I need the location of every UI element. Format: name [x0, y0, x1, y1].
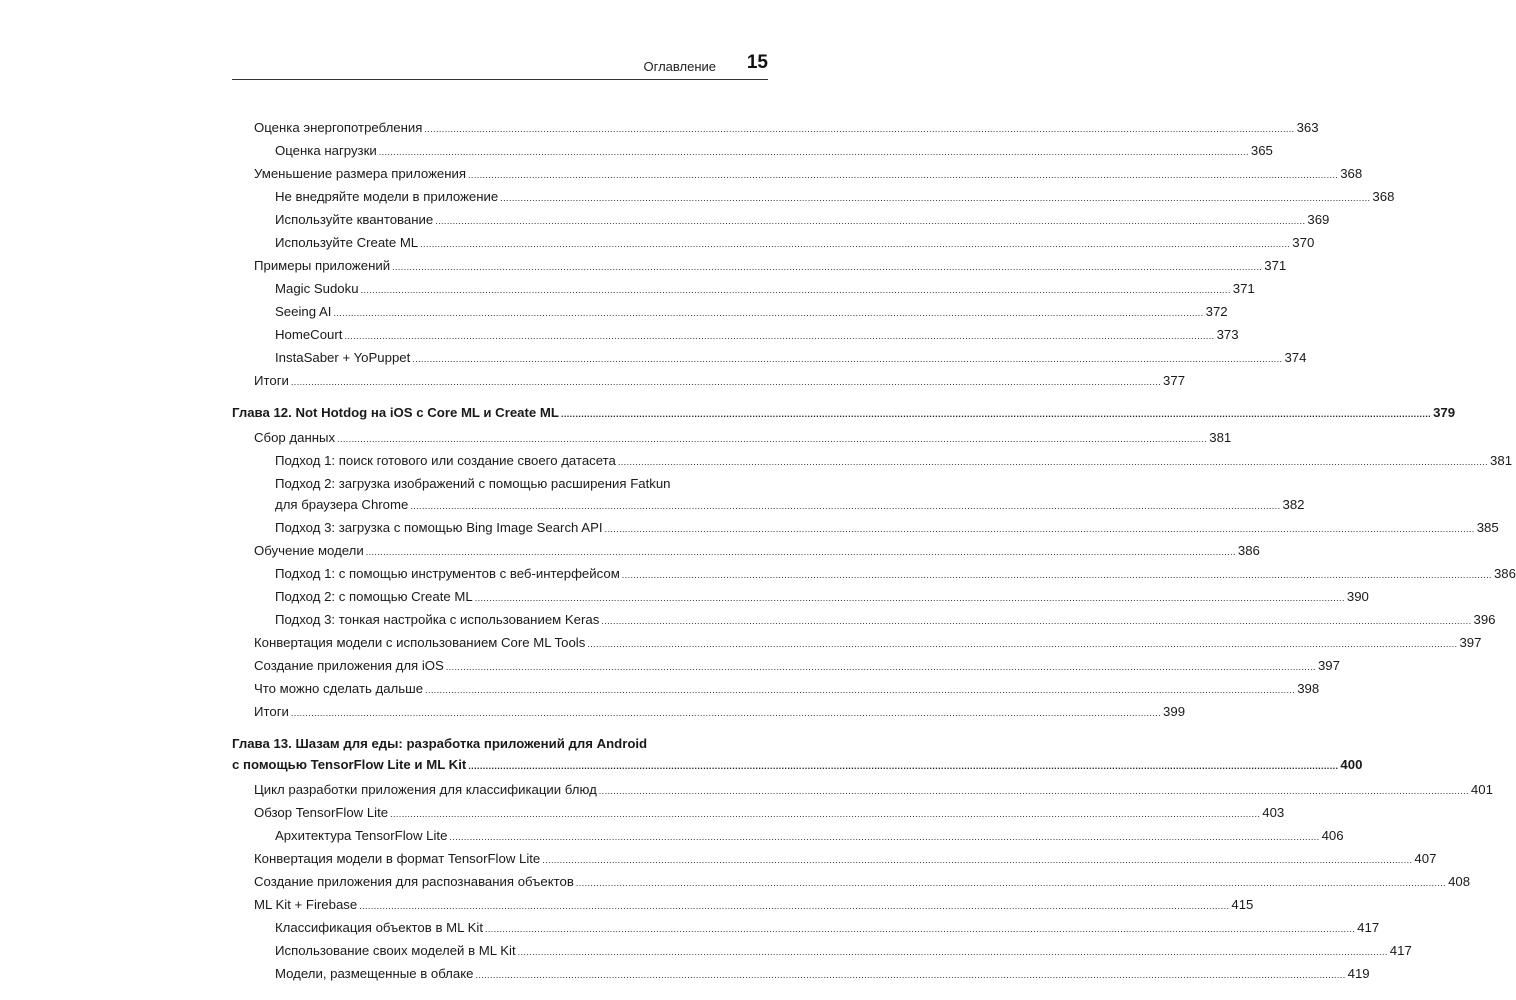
toc-entry-page: 403: [1262, 805, 1285, 820]
toc-entry-page: 417: [1389, 943, 1412, 958]
toc-entry: [232, 701, 1186, 724]
toc-entry: [232, 324, 1239, 347]
toc-entry-row: [254, 427, 1232, 450]
toc-entry-label: Используйте квантование: [275, 212, 434, 227]
dot-leader: ............................................................................................................................................................................................................................................................................................................: [587, 639, 1458, 649]
dot-leader: ............................................................................................................................................................................................................................................................................................................: [468, 761, 1339, 771]
toc-entry-label: Модели, размещенные в облаке: [275, 966, 474, 981]
dot-leader: ............................................................................................................................................................................................................................................................................................................: [575, 878, 1447, 888]
toc-entry-row: [275, 917, 1380, 940]
toc-entry: [232, 632, 1482, 655]
toc-entry-page: 377: [1163, 373, 1186, 388]
toc-entry-page: 390: [1346, 589, 1369, 604]
toc-entry-label: Что можно сделать дальше: [254, 681, 424, 696]
dot-leader: ............................................................................................................................................................................................................................................................................................................: [337, 434, 1208, 444]
toc-entry-label: Оценка энергопотребления: [254, 120, 423, 135]
toc-entry-row: [254, 117, 1319, 140]
toc-entry-row: [275, 450, 1513, 473]
toc-entry-page: 415: [1231, 897, 1254, 912]
toc-entry-label: Уменьшение размера приложения: [254, 166, 467, 181]
toc-entry-row: [275, 301, 1228, 324]
dot-leader: ............................................................................................................................................................................................................................................................................................................: [445, 662, 1316, 672]
toc-entry-page: 379: [1433, 405, 1456, 420]
toc-entry-label-line: Подход 2: загрузка изображений с помощью расширения Fatkun: [275, 476, 671, 491]
dot-leader: ............................................................................................................................................................................................................................................................................................................: [598, 786, 1469, 796]
toc-entry: [232, 517, 1499, 540]
toc-entry-page: 369: [1307, 212, 1330, 227]
toc-entry-row: [254, 678, 1320, 701]
toc-entry-page: 400: [1340, 757, 1363, 772]
toc-entry-label: Оценка нагрузки: [275, 143, 377, 158]
toc-entry-row: [275, 563, 1516, 586]
toc-entry-label: Конвертация модели с использованием Core ML Tools: [254, 635, 586, 650]
table-of-contents: [232, 117, 1516, 986]
page-header: [232, 52, 768, 80]
dot-leader: ............................................................................................................................................................................................................................................................................................................: [412, 354, 1283, 364]
toc-entry-label: Seeing AI: [275, 304, 332, 319]
dot-leader: ............................................................................................................................................................................................................................................................................................................: [392, 262, 1263, 272]
toc-entry: [232, 186, 1395, 209]
toc-entry-page: 385: [1476, 520, 1499, 535]
dot-leader: ............................................................................................................................................................................................................................................................................................................: [449, 832, 1320, 842]
toc-entry: [232, 255, 1287, 278]
dot-leader: ............................................................................................................................................................................................................................................................................................................: [517, 947, 1388, 957]
toc-entry: [232, 871, 1471, 894]
toc-entry-label: Сбор данных: [254, 430, 336, 445]
toc-entry-label: Архитектура TensorFlow Lite: [275, 828, 448, 843]
toc-entry-page: 371: [1264, 258, 1287, 273]
toc-entry-row: [275, 324, 1239, 347]
dot-leader: ............................................................................................................................................................................................................................................................................................................: [333, 308, 1204, 318]
toc-chapter-entry: [232, 733, 1363, 777]
toc-entry-page: 382: [1282, 497, 1305, 512]
toc-entry-page: 373: [1216, 327, 1239, 342]
toc-entry-row: [275, 586, 1369, 609]
toc-entry-row: [275, 494, 1305, 517]
toc-entry-page: 401: [1470, 782, 1493, 797]
toc-entry-page: 397: [1317, 658, 1340, 673]
dot-leader: ............................................................................................................................................................................................................................................................................................................: [425, 685, 1296, 695]
toc-entry-row: [275, 940, 1412, 963]
toc-entry-page: 397: [1459, 635, 1482, 650]
dot-leader: ............................................................................................................................................................................................................................................................................................................: [390, 809, 1261, 819]
toc-entry: [232, 209, 1330, 232]
toc-entry-page: 398: [1297, 681, 1320, 696]
dot-leader: ............................................................................................................................................................................................................................................................................................................: [500, 193, 1371, 203]
dot-leader: ............................................................................................................................................................................................................................................................................................................: [475, 970, 1346, 980]
dot-leader: ............................................................................................................................................................................................................................................................................................................: [604, 524, 1475, 534]
toc-entry: [232, 347, 1307, 370]
toc-entry-page: 365: [1250, 143, 1273, 158]
dot-leader: ............................................................................................................................................................................................................................................................................................................: [360, 285, 1231, 295]
dot-leader: ............................................................................................................................................................................................................................................................................................................: [344, 331, 1215, 341]
toc-entry-page: 386: [1493, 566, 1516, 581]
toc-entry-label: с помощью TensorFlow Lite и ML Kit: [232, 757, 467, 772]
toc-entry: [232, 917, 1380, 940]
toc-entry: [232, 117, 1319, 140]
dot-leader: ............................................................................................................................................................................................................................................................................................................: [560, 409, 1432, 419]
toc-entry-page: 363: [1296, 120, 1319, 135]
toc-entry: [232, 940, 1412, 963]
toc-entry-row: [275, 186, 1395, 209]
toc-entry-label: Создание приложения для распознавания объектов: [254, 874, 574, 889]
toc-entry: [232, 140, 1273, 163]
toc-entry: [232, 540, 1260, 563]
dot-leader: ............................................................................................................................................................................................................................................................................................................: [420, 239, 1291, 249]
toc-entry: [232, 655, 1340, 678]
toc-entry-page: 406: [1321, 828, 1344, 843]
dot-leader: ............................................................................................................................................................................................................................................................................................................: [542, 855, 1413, 865]
toc-entry-row: [232, 754, 1363, 777]
toc-entry: [232, 848, 1437, 871]
toc-entry-row: [275, 278, 1255, 301]
toc-entry: [232, 232, 1315, 255]
toc-entry-page: 371: [1232, 281, 1255, 296]
dot-leader: ............................................................................................................................................................................................................................................................................................................: [290, 377, 1162, 387]
toc-entry-row: [254, 655, 1340, 678]
toc-entry-label: Классификация объектов в ML Kit: [275, 920, 483, 935]
toc-entry-row: [254, 802, 1285, 825]
toc-entry: [232, 586, 1369, 609]
toc-entry-page: 408: [1448, 874, 1471, 889]
dot-leader: ............................................................................................................................................................................................................................................................................................................: [601, 616, 1472, 626]
toc-entry-row: [254, 701, 1186, 724]
toc-entry-page: 368: [1340, 166, 1363, 181]
toc-entry-label: Подход 1: поиск готового или создание своего датасета: [275, 453, 616, 468]
toc-entry-label: InstaSaber + YoPuppet: [275, 350, 411, 365]
toc-entry-label: Подход 2: с помощью Create ML: [275, 589, 473, 604]
toc-entry-row: [254, 779, 1493, 802]
toc-entry: [232, 609, 1496, 632]
toc-entry-label: Примеры приложений: [254, 258, 391, 273]
toc-entry-row: [275, 140, 1273, 163]
toc-entry-row: [254, 632, 1482, 655]
toc-entry-row: [254, 871, 1471, 894]
toc-entry-page: 396: [1473, 612, 1496, 627]
toc-entry-label: ML Kit + Firebase: [254, 897, 358, 912]
page-number: 15: [746, 52, 768, 73]
toc-entry-label: Создание приложения для iOS: [254, 658, 444, 673]
toc-entry: [232, 301, 1228, 324]
toc-entry: [232, 450, 1513, 473]
toc-entry-label: Конвертация модели в формат TensorFlow Lite: [254, 851, 541, 866]
toc-entry-row: [254, 255, 1287, 278]
toc-entry-page: 372: [1205, 304, 1228, 319]
dot-leader: ............................................................................................................................................................................................................................................................................................................: [290, 708, 1162, 718]
toc-chapter-entry: [232, 402, 1456, 425]
toc-entry-label: Использование своих моделей в ML Kit: [275, 943, 516, 958]
toc-entry-page: 399: [1163, 704, 1186, 719]
toc-entry: [232, 779, 1493, 802]
toc-entry: [232, 163, 1363, 186]
toc-entry: [232, 963, 1370, 986]
toc-entry-row: [275, 609, 1496, 632]
toc-entry-label: Подход 3: загрузка с помощью Bing Image Search API: [275, 520, 603, 535]
dot-leader: ............................................................................................................................................................................................................................................................................................................: [617, 457, 1489, 467]
toc-entry-label: Цикл разработки приложения для классификации блюд: [254, 782, 597, 797]
dot-leader: ............................................................................................................................................................................................................................................................................................................: [485, 924, 1356, 934]
toc-entry: [232, 278, 1255, 301]
toc-entry-label: Подход 1: с помощью инструментов с веб-интерфейсом: [275, 566, 620, 581]
toc-entry-label: Обучение модели: [254, 543, 364, 558]
dot-leader: ............................................................................................................................................................................................................................................................................................................: [359, 901, 1230, 911]
toc-entry-label: Не внедряйте модели в приложение: [275, 189, 499, 204]
dot-leader: ............................................................................................................................................................................................................................................................................................................: [365, 547, 1236, 557]
running-header-title: Оглавление: [643, 59, 716, 74]
toc-entry-page: 381: [1209, 430, 1232, 445]
toc-entry-label: Используйте Create ML: [275, 235, 419, 250]
header-rule: [232, 79, 768, 80]
toc-entry-row: [254, 894, 1254, 917]
toc-entry-label: Обзор TensorFlow Lite: [254, 805, 389, 820]
toc-entry-page: 368: [1372, 189, 1395, 204]
toc-entry-row: [275, 825, 1344, 848]
toc-entry: [232, 370, 1186, 393]
toc-entry-row: [232, 402, 1456, 425]
toc-entry-page: 381: [1490, 453, 1513, 468]
toc-entry-label: Magic Sudoku: [275, 281, 359, 296]
toc-entry-page: 374: [1284, 350, 1307, 365]
toc-entry-row: [254, 848, 1437, 871]
dot-leader: ............................................................................................................................................................................................................................................................................................................: [378, 147, 1249, 157]
toc-entry-page: 370: [1292, 235, 1315, 250]
toc-entry-page: 386: [1237, 543, 1260, 558]
toc-entry-label: HomeCourt: [275, 327, 343, 342]
toc-entry-label: Итоги: [254, 373, 289, 388]
toc-entry: [232, 678, 1320, 701]
toc-entry-label: для браузера Chrome: [275, 497, 409, 512]
toc-entry: [232, 427, 1232, 450]
toc-entry-row: [254, 370, 1186, 393]
toc-entry-row: [275, 232, 1315, 255]
dot-leader: ............................................................................................................................................................................................................................................................................................................: [410, 501, 1281, 511]
toc-entry-row: [275, 209, 1330, 232]
toc-entry: [232, 563, 1516, 586]
toc-entry-row: [275, 347, 1307, 370]
toc-entry: [232, 825, 1344, 848]
toc-entry-row: [254, 540, 1260, 563]
toc-entry-row: [254, 163, 1363, 186]
dot-leader: ............................................................................................................................................................................................................................................................................................................: [468, 170, 1339, 180]
toc-entry-label: Итоги: [254, 704, 289, 719]
toc-entry-row: [275, 963, 1370, 986]
toc-entry: [232, 802, 1285, 825]
toc-entry-page: 407: [1414, 851, 1437, 866]
toc-entry-page: 419: [1347, 966, 1370, 981]
toc-entry-page: 417: [1357, 920, 1380, 935]
toc-entry: [232, 894, 1254, 917]
toc-entry: [232, 473, 1305, 517]
dot-leader: ............................................................................................................................................................................................................................................................................................................: [474, 593, 1345, 603]
toc-entry-label-line: Глава 13. Шазам для еды: разработка приложений для Android: [232, 736, 648, 751]
dot-leader: ............................................................................................................................................................................................................................................................................................................: [435, 216, 1306, 226]
toc-entry-label: Глава 12. Not Hotdog на iOS с Core ML и Create ML: [232, 405, 559, 420]
toc-entry-label: Подход 3: тонкая настройка с использованием Keras: [275, 612, 600, 627]
dot-leader: ............................................................................................................................................................................................................................................................................................................: [424, 124, 1295, 134]
toc-entry-row: [275, 517, 1499, 540]
dot-leader: ............................................................................................................................................................................................................................................................................................................: [621, 570, 1492, 580]
